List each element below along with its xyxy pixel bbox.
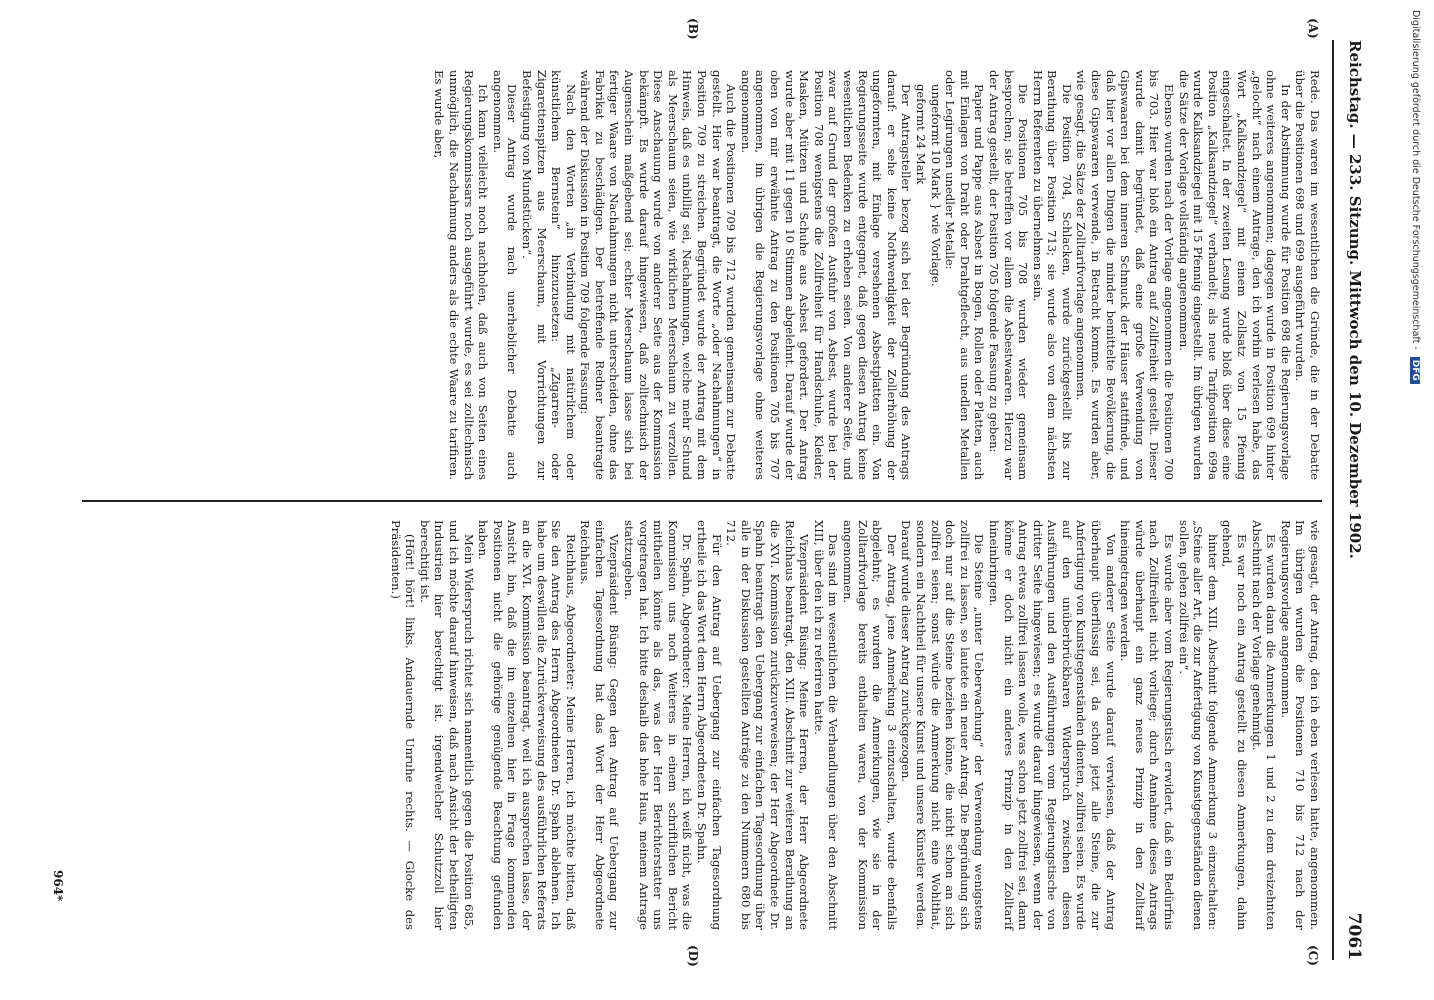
paragraph: Papier und Pappe aus Asbest in Bogen, Rollen oder Platten, auch mit Einlagen von Draht oder Drahtgeflecht, aus unedlen Metallen oder Legirungen unedler Metalle: [943, 70, 987, 480]
digitization-credit [1409, 0, 1433, 1000]
paragraph: Rede. Das waren im wesentlichen die Gründe, die in der Debatte über die Positionen 698 und 699 ausgeführt wurden. [1293, 70, 1322, 480]
paragraph: Es war noch ein Antrag gestellt zu diesen Anmerkungen, dahin gehend, [1220, 520, 1250, 930]
paragraph: Von anderer Seite wurde darauf verwiesen, daß der Antrag überhaupt überflüssig sei, da schon jetzt alle Steine, die zur Anfertigung von Kunstgegenständen dienten, zollfrei seien. Es wurde auf den unüberbrückbaren Widerspruch zwischen diesen Ausführungen und den Ausführungen vom Regierungstische von dritter Seite hingewiesen; es wurde darauf hingewiesen, wenn der Antrag etwas zollfrei lassen wolle, was schon jetzt zollfrei sei, dann könne er doch nicht ein anderes Prinzip in den Zolltarif hineinbringen. [986, 520, 1118, 930]
footer-signature: 964* [51, 870, 65, 902]
credit-text: Digitalisierung gefördert durch die Deutsche Forschungsgemeinschaft - [1410, 10, 1421, 350]
paragraph: Dr. Spahn, Abgeordneter: Meine Herren, ich weiß nicht, was die Kommission uns noch Weiteres in einem schriftlichen Bericht mittheilen könnte als das, was der Herr Berichterstatter uns vorgetragen hat. Ich bitte deshalb das hohe Haus, meinem Antrage stattzugeben. [622, 520, 695, 930]
paragraph: Reichhaus, Abgeordneter: Meine Herren, ich möchte bitten, daß Sie den Antrag des Herrn Abgeordneten Dr. Spahn ablehnen. Ich habe um deswillen die Zurückverweisung des ausführlichen Referats an die XVI. Kommission beantragt, weil ich aussprechen lasse, der Ansicht bin, daß die im einzelnen hier in Frage kommenden Positionen nicht die gehörige genügende Beachtung gefunden haben. [476, 520, 578, 930]
margin-mark-b: (B) [686, 18, 700, 40]
paragraph: Nach den Worten „in Verbindung mit natürlichem oder künstlichem Bernstein“ hinzuzusetzen: „Zigarren- oder Zigarettenspitzen aus Meerschaum, mit Vorrichtungen zur Befestigung von Mundstücken“. [519, 70, 578, 480]
paragraph: geformt 24 Mark [913, 84, 928, 185]
margin-mark-a: (A) [1306, 18, 1320, 39]
paragraph: (Hört! hört! links. Andauernde Unruhe rechts. — Glocke des Präsidenten.) [388, 520, 418, 930]
paragraph: Mein Widerspruch richtet sich namentlich gegen die Position 685, und ich möchte darauf hinweisen, daß nach Ansicht der betheiligten Industrien hier berechtigt ist. irgendwelcher Schutzzoll hier berechtigt ist. [417, 520, 476, 930]
left-column [432, 70, 1322, 480]
margin-mark-c: (C) [1306, 945, 1320, 966]
paragraph: Die Position 704, Schlacken, wurde zurückgestellt bis zur Berathung über Position 713; sie wurde also von dem nächsten Herrn Referenten zu übernehmen sein. [1030, 70, 1074, 480]
paragraph: Es wurde aber vom Regierungstisch erwidert, daß ein Bedürfnis nach Zollfreiheit nicht vorliege; durch Annahme dieses Antrags würde überhaupt ein ganz neues Prinzip in den Zolltarif hineingetragen werden. [1118, 520, 1177, 930]
paragraph: Die Positionen 705 bis 708 wurden wieder gemeinsam besprochen; sie betreffen vor allem die Asbestwaaren. Hierzu war der Antrag gestellt, der Position 705 folgende Fassung zu geben: [986, 70, 1031, 480]
paragraph: Das sind im wesentlichen die Verhandlungen über den Abschnitt XIII, über den ich zu referiren hatte. [811, 520, 841, 930]
header-rule [1332, 40, 1334, 960]
margin-mark-d: (D) [686, 945, 700, 967]
paragraph: Auch die Positionen 709 bis 712 wurden gemeinsam zur Debatte gestellt. Hier war beantragt, die Worte „oder Nachahmungen“ in Position 709 zu streichen. Begründet wurde der Antrag mit dem Hinweis, daß es unbillig sei, Nachahmungen, welche mehr Schund als Meerschaum seien, wie wirklichen Meerschaum zu verzollen. Diese Anschauung wurde von anderer Seite aus der Kommission bekämpft. Es wurde darauf hingewiesen, daß zolltechnisch der Augenschein maßgebend sei; echter Meerschaum lasse sich bei fertiger Waare von Nachahmungen nicht unterscheiden, ohne das Fabrikat zu beschädigen. Der betreffende Redner beantragte während der Diskussion in Position 709 folgende Fassung: [578, 70, 739, 480]
dfg-logo: DFG [1410, 357, 1420, 384]
paragraph: Der Antrag, jene Anmerkung 3 einzuschalten, wurde ebenfalls abgelehnt; es wurden die Anmerkungen, wie sie in der Zolltarifvorlage bereits enthalten waren, von der Kommission angenommen. [841, 520, 899, 930]
running-title: Reichstag. — 233. Sitzung. Mittwoch den 10. Dezember 1902. [1346, 40, 1364, 559]
paragraph: Ich kann vielleicht noch nachholen, daß auch von Seiten eines Regierungskommissars noch ausgeführt wurde, es sei zolltechnisch unmöglich, die Nachahmung anders als die echte Waare zu tarifiren. Es wurde aber, [432, 70, 491, 480]
paragraph: Dieser Antrag wurde nach unerheblicher Debatte auch angenommen. [490, 70, 520, 480]
paragraph: hinter dem XIII. Abschnitt folgende Anmerkung 3 einzuschalten: „Steine aller Art, die zur Anfertigung von Kunstgegenständen dienen sollen, gehen zollfrei ein“. [1176, 520, 1220, 930]
paragraph: Es wurden dann die Anmerkungen 1 und 2 zu dem dreizehnten Abschnitt nach der Vorlage genehmigt. [1249, 520, 1279, 930]
right-column [388, 520, 1322, 930]
paragraph: Der Antragsteller bezog sich bei der Begründung des Antrags darauf: er sehe keine Nothwendigkeit der Zollerhöhung der ungeformten, mit Einlage versehenen Asbestplatten ein. Von Regierungsseite wurde entgegnet, daß gegen diesen Antrag keine wesentlichen Bedenken zu erheben seien. Von anderer Seite, und zwar auf Grund der großen Ausfuhr von Asbest, wurde bei der Position 708 wenigstens die Zollfreiheit für Handschuhe, Kleider, Masken, Mützen und Schuhe aus Asbest gefordert. Der Antrag wurde aber mit 11 gegen 10 Stimmen abgelehnt. Darauf wurde der oben von mir erwähnte Antrag zu den Positionen 705 bis 707 angenommen, im übrigen die Regierungsvorlage ohne weiteres angenommen. [738, 70, 914, 480]
paragraph: Ebenso wurden nach der Vorlage angenommen die Positionen 700 bis 703. Hier war bloß ein Antrag auf Zollfreiheit gestellt. Dieser wurde damit begründet, daß eine große Verwendung von Gipswaaren bei dem inneren Schmuck der Häuser stattfinde, und daß hier vor allen Dingen die minder bemittelte Bevölkerung, die diese Gipswaaren verwende, in Betracht komme. Es wurden aber, wie gesagt, die Sätze der Zolltarifvorlage angenommen. [1074, 70, 1177, 480]
paragraph: ungeformt 10 Mark } wie Vorlage. [928, 84, 943, 287]
page-header [1338, 40, 1372, 960]
page-number: 7061 [1344, 912, 1364, 960]
paragraph: Vizepräsident Büsing: Gegen den Antrag auf Uebergang zur einfachen Tagesordnung hat das Wort der Herr Abgeordnete Reichhaus. [578, 520, 622, 930]
paragraph: In der Abstimmung wurde für Position 698 die Regierungsvorlage ohne weiteres angenommen; dagegen wurde in Position 699 hinter „gelocht“ nach einem Antrage, den ich vorhin verlesen habe, das Wort „Kalksandziegel“ mit einem Zollsatz von 15 Pfennig eingeschaltet. In der zweiten Lesung wurde bloß über diese eine Position „Kalksandziegel“ verhandelt; als neue Tarifposition 699a wurde Kalksandziegel mit 15 Pfennig eingestellt. Im übrigen wurden die Sätze der Vorlage vollständig angenommen. [1176, 70, 1293, 480]
paragraph: wie gesagt, der Antrag, den ich eben verlesen hatte, angenommen. Im übrigen wurden die Positionen 710 bis 712 nach der Regierungsvorlage angenommen. [1278, 520, 1322, 930]
paragraph: Vizepräsident Büsing: Meine Herren, der Herr Abgeordnete Reichhaus beantragt, den XIII. Abschnitt zur weiteren Berathung an die XVI. Kommission zurückzuverweisen; der Herr Abgeordnete Dr. Spahn beantragt den Uebergang zur einfachen Tagesordnung über alle in der Diskussion gestellten Anträge zu den Nummern 680 bis 712. [724, 520, 812, 930]
paragraph: Die Steine „unter Ueberwachung“ der Verwendung wenigstens zollfrei zu lassen, so lautete ein neuer Antrag. Die Begründung sich doch nur auf die Steine beziehen könne, die nicht schon an sich zollfrei seien; sonst würde die Anmerkung nicht eine Wohlthat, sondern ein Nachtheil für unsere Kunst und unsere Künstler werden. Darauf wurde dieser Antrag zurückgezogen. [899, 520, 987, 930]
column-divider [82, 500, 1322, 502]
paragraph: Für den Antrag auf Uebergang zur einfachen Tagesordnung ertheile ich das Wort dem Herrn Abgeordneten Dr. Spahn. [695, 520, 724, 930]
